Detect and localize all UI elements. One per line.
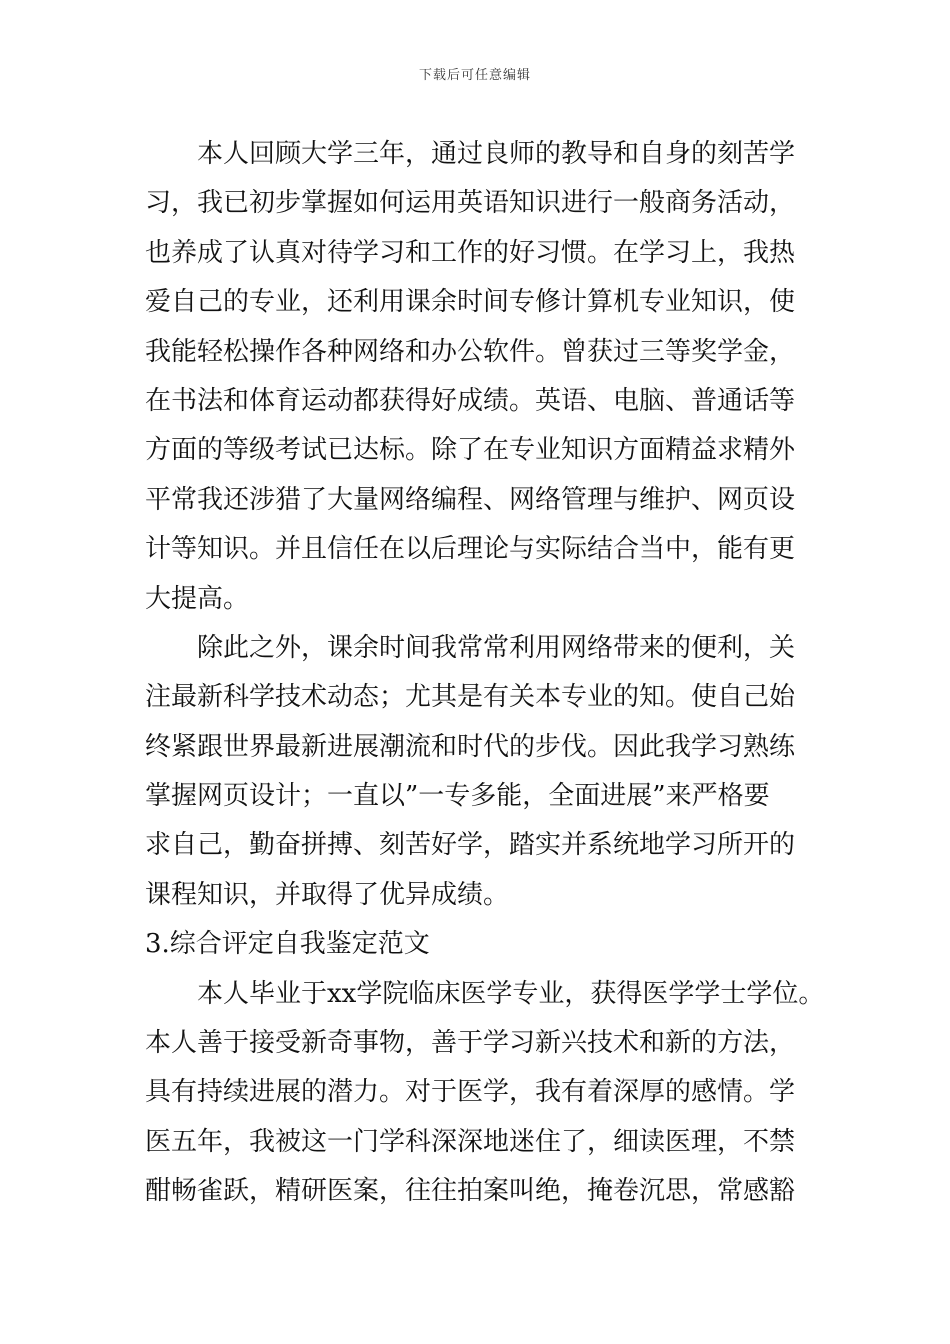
document-body — [145, 130, 825, 1217]
text-line: 我能轻松操作各种网络和办公软件。曾获过三等奖学金， — [145, 336, 796, 367]
section-heading: 3.综合评定自我鉴定范文 — [145, 929, 430, 960]
text-line: 本人回顾大学三年，通过良师的教导和自身的刻苦学 — [197, 139, 796, 169]
text-line: 求自己，勤奋拼搏、刻苦好学，踏实并系统地学习所开的 — [145, 830, 796, 861]
text-line: 具有持续进展的潜力。对于医学，我有着深厚的感情。学 — [145, 1077, 796, 1108]
paragraph-3 — [145, 970, 825, 1217]
text-line: 注最新科学技术动态；尤其是有关本专业的知。使自己始 — [145, 682, 796, 713]
text-line: 习，我已初步掌握如何运用英语知识进行一般商务活动， — [145, 188, 796, 219]
page-header: 下载后可任意编辑 — [418, 68, 531, 83]
text-line: 本人毕业于xx学院临床医学专业，获得医学学士学位。 — [197, 978, 825, 1009]
text-line: 除此之外，课余时间我常常利用网络带来的便利，关 — [197, 632, 796, 663]
text-line: 医五年，我被这一门学科深深地迷住了，细读医理，不禁 — [145, 1126, 796, 1157]
text-line: 终紧跟世界最新进展潮流和时代的步伐。因此我学习熟练 — [145, 731, 796, 762]
text-line: 方面的等级考试已达标。除了在专业知识方面精益求精外 — [145, 435, 796, 466]
text-line: 大提高。 — [145, 583, 250, 614]
text-line: 也养成了认真对待学习和工作的好习惯。在学习上，我热 — [145, 237, 796, 268]
text-line: 掌握网页设计；一直以”一专多能，全面进展”来严格要 — [145, 781, 770, 812]
text-line: 课程知识，并取得了优异成绩。 — [145, 879, 510, 910]
text-line: 本人善于接受新奇事物，善于学习新兴技术和新的方法， — [145, 1028, 796, 1059]
text-line: 平常我还涉猎了大量网络编程、网络管理与维护、网页设 — [145, 484, 796, 515]
paragraph-2 — [145, 624, 805, 920]
paragraph-1 — [145, 130, 805, 624]
text-line: 计等知识。并且信任在以后理论与实际结合当中，能有更 — [145, 534, 796, 565]
text-line: 爱自己的专业，还利用课余时间专修计算机专业知识，使 — [145, 287, 796, 318]
text-line: 在书法和体育运动都获得好成绩。英语、电脑、普通话等 — [145, 385, 796, 416]
text-line: 酣畅雀跃，精研医案，往往拍案叫绝，掩卷沉思，常感豁 — [145, 1176, 796, 1207]
